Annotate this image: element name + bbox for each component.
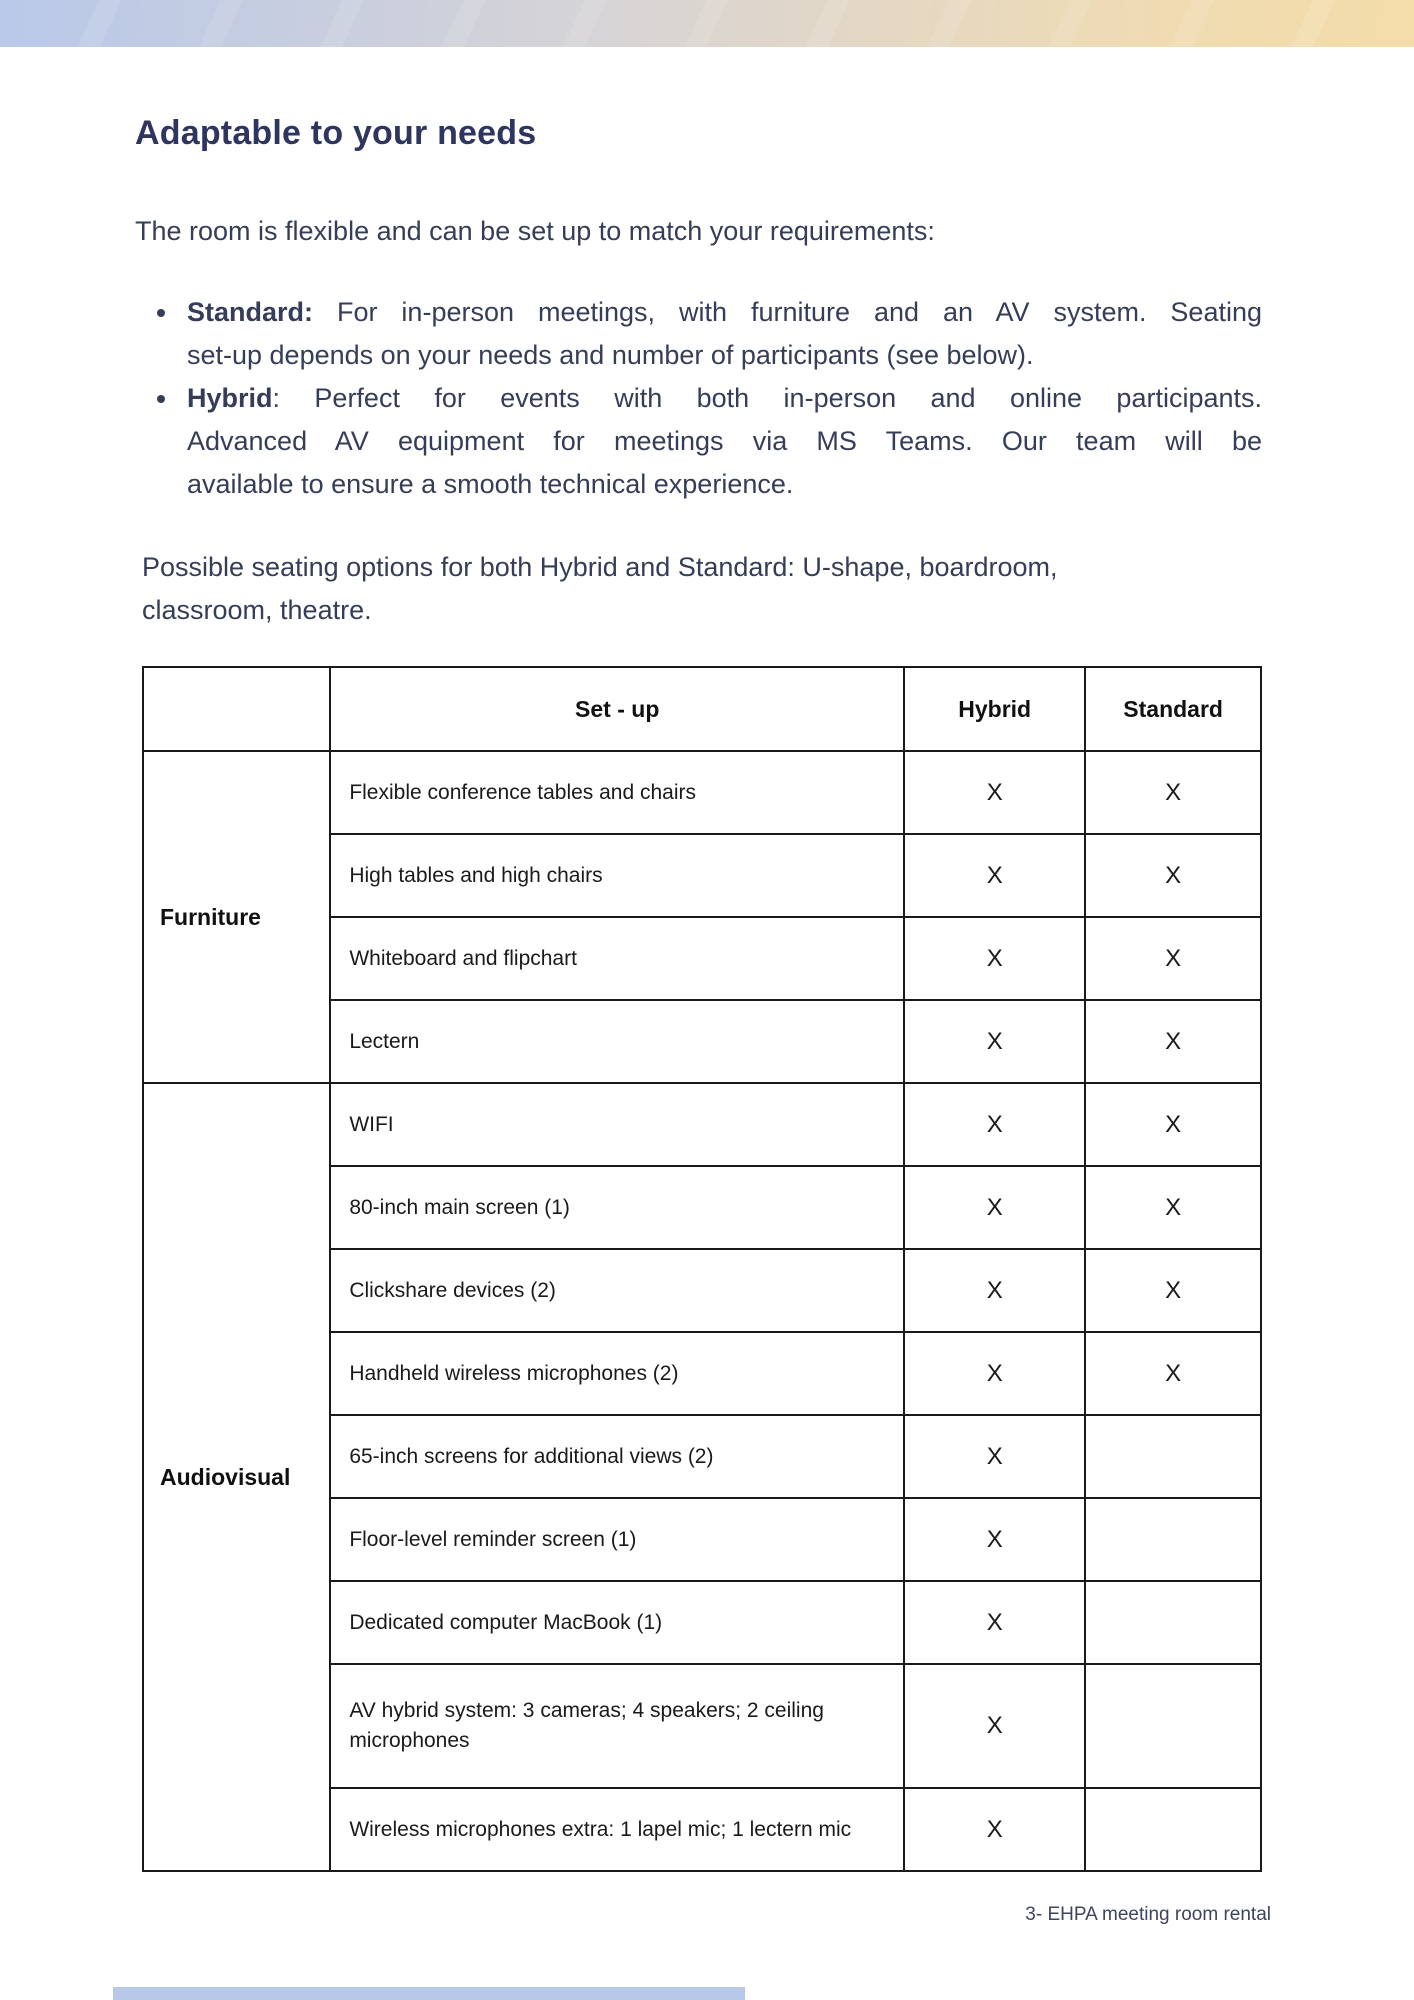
bullet-dot (157, 309, 165, 317)
feature-table (142, 666, 1262, 1872)
bullet-line: set-up depends on your needs and number of participants (see below). (187, 340, 1034, 370)
table-row (143, 751, 1261, 834)
standard-mark-cell (1085, 1498, 1261, 1581)
header-gradient-streaks (0, 0, 1414, 47)
table-header-row (143, 667, 1261, 751)
bullet-list (135, 291, 1262, 506)
standard-mark-cell: X (1085, 1000, 1261, 1083)
item-cell: Handheld wireless microphones (2) (330, 1332, 904, 1415)
hybrid-mark-cell: X (904, 1581, 1085, 1664)
row-group-label: Audiovisual (143, 1083, 330, 1871)
hybrid-mark-cell: X (904, 1249, 1085, 1332)
standard-mark-cell (1085, 1581, 1261, 1664)
standard-mark-cell: X (1085, 1249, 1261, 1332)
hybrid-mark-cell: X (904, 1166, 1085, 1249)
table-header-standard: Standard (1085, 667, 1261, 751)
bullet-line: Advanced AV equipment for meetings via MS Teams. Our team will be (187, 426, 1262, 456)
standard-mark-cell: X (1085, 1332, 1261, 1415)
seating-note (142, 546, 1262, 632)
item-cell: 65-inch screens for additional views (2) (330, 1415, 904, 1498)
seating-note-line: Possible seating options for both Hybrid and Standard: U-shape, boardroom, (142, 552, 1058, 582)
item-cell: Clickshare devices (2) (330, 1249, 904, 1332)
hybrid-mark-cell: X (904, 1000, 1085, 1083)
seating-note-line: classroom, theatre. (142, 595, 372, 625)
page-footer: 3- EHPA meeting room rental (1025, 1904, 1271, 1925)
feature-table-body (143, 667, 1261, 1871)
standard-mark-cell (1085, 1788, 1261, 1871)
table-header-setup: Set - up (330, 667, 904, 751)
bullet-text: For in-person meetings, with furniture and an AV system. Seating (313, 297, 1262, 327)
bullet-line: available to ensure a smooth technical experience. (187, 469, 794, 499)
standard-mark-cell (1085, 1415, 1261, 1498)
table-header-hybrid: Hybrid (904, 667, 1085, 751)
item-cell: Dedicated computer MacBook (1) (330, 1581, 904, 1664)
bullet-dot (157, 395, 165, 403)
bullet-text: : Perfect for events with both in-person and online participants. (272, 383, 1262, 413)
bullet-line (187, 377, 1262, 420)
page-title: Adaptable to your needs (135, 114, 537, 152)
hybrid-mark-cell: X (904, 834, 1085, 917)
standard-mark-cell: X (1085, 834, 1261, 917)
bullet-lead: Standard: (187, 297, 314, 327)
hybrid-mark-cell: X (904, 1664, 1085, 1788)
hybrid-mark-cell: X (904, 917, 1085, 1000)
item-cell: AV hybrid system: 3 cameras; 4 speakers; 2 ceiling microphones (330, 1664, 904, 1788)
bullet-item-hybrid (187, 377, 1262, 506)
hybrid-mark-cell: X (904, 1083, 1085, 1166)
standard-mark-cell: X (1085, 1166, 1261, 1249)
item-cell: 80-inch main screen (1) (330, 1166, 904, 1249)
standard-mark-cell: X (1085, 1083, 1261, 1166)
item-cell: Flexible conference tables and chairs (330, 751, 904, 834)
standard-mark-cell (1085, 1664, 1261, 1788)
standard-mark-cell: X (1085, 751, 1261, 834)
intro-text: The room is flexible and can be set up to match your requirements: (135, 216, 935, 246)
hybrid-mark-cell: X (904, 751, 1085, 834)
item-cell: Wireless microphones extra: 1 lapel mic; 1 lectern mic (330, 1788, 904, 1871)
bullet-item-standard (187, 291, 1262, 377)
item-cell: Whiteboard and flipchart (330, 917, 904, 1000)
item-cell: WIFI (330, 1083, 904, 1166)
hybrid-mark-cell: X (904, 1332, 1085, 1415)
page-content (0, 113, 1414, 1926)
row-group-label: Furniture (143, 751, 330, 1083)
item-cell: High tables and high chairs (330, 834, 904, 917)
bullet-line (187, 291, 1262, 334)
table-header-group (143, 667, 330, 751)
table-row (143, 1083, 1261, 1166)
item-cell: Lectern (330, 1000, 904, 1083)
hybrid-mark-cell: X (904, 1415, 1085, 1498)
bullet-lead: Hybrid (187, 383, 273, 413)
hybrid-mark-cell: X (904, 1788, 1085, 1871)
header-gradient-bar (0, 0, 1414, 47)
item-cell: Floor-level reminder screen (1) (330, 1498, 904, 1581)
hybrid-mark-cell: X (904, 1498, 1085, 1581)
bottom-accent-bar (113, 1987, 745, 2000)
standard-mark-cell: X (1085, 917, 1261, 1000)
